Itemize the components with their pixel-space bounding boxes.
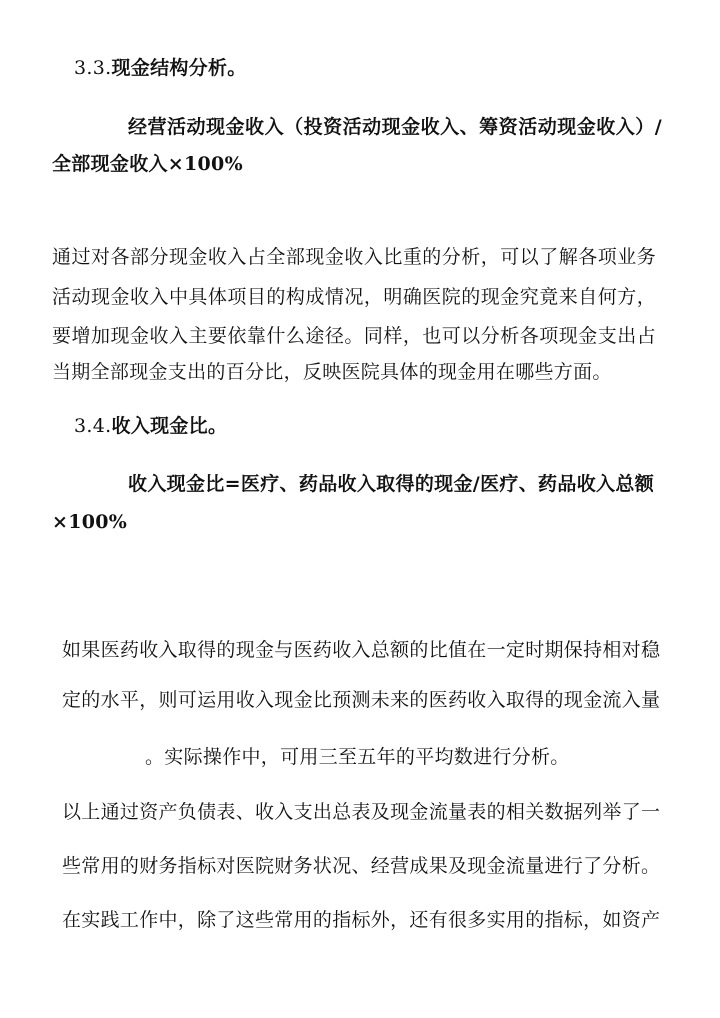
section-title: 现金结构分析。 — [111, 57, 247, 79]
section-number: 3.3. — [74, 57, 112, 79]
paragraph-line: 些常用的财务指标对医院财务状况、经营成果及现金流量进行了分析。 — [62, 855, 661, 877]
section-title: 收入现金比。 — [111, 415, 228, 437]
paragraph-line: 如果医药收入取得的现金与医药收入总额的比值在一定时期保持相对稳 — [62, 639, 661, 661]
formula-line: ×100% — [52, 511, 128, 533]
section-number: 3.4. — [74, 415, 112, 437]
paragraph-line: 活动现金收入中具体项目的构成情况，明确医院的现金究竟来自何方， — [52, 286, 656, 308]
formula-line: 收入现金比=医疗、药品收入取得的现金/医疗、药品收入总额 — [128, 473, 654, 495]
formula-line: 经营活动现金收入（投资活动现金收入、筹资活动现金收入）/ — [128, 116, 662, 138]
paragraph-line: 定的水平，则可运用收入现金比预测未来的医药收入取得的现金流入量 — [62, 689, 661, 711]
paragraph-line: 通过对各部分现金收入占全部现金收入比重的分析，可以了解各项业务 — [52, 246, 656, 268]
paragraph-line: 。实际操作中，可用三至五年的平均数进行分析。 — [145, 746, 570, 768]
paragraph-line: 要增加现金收入主要依靠什么途径。同样，也可以分析各项现金支出占 — [52, 325, 656, 347]
paragraph-line: 以上通过资产负债表、收入支出总表及现金流量表的相关数据列举了一 — [62, 801, 661, 823]
section-heading-3-3 — [74, 56, 247, 80]
paragraph-line: 当期全部现金支出的百分比，反映医院具体的现金用在哪些方面。 — [52, 361, 612, 383]
formula-line: 全部现金收入×100% — [52, 153, 243, 175]
paragraph-line: 在实践工作中，除了这些常用的指标外，还有很多实用的指标，如资产 — [62, 909, 661, 931]
section-heading-3-4 — [74, 414, 227, 438]
